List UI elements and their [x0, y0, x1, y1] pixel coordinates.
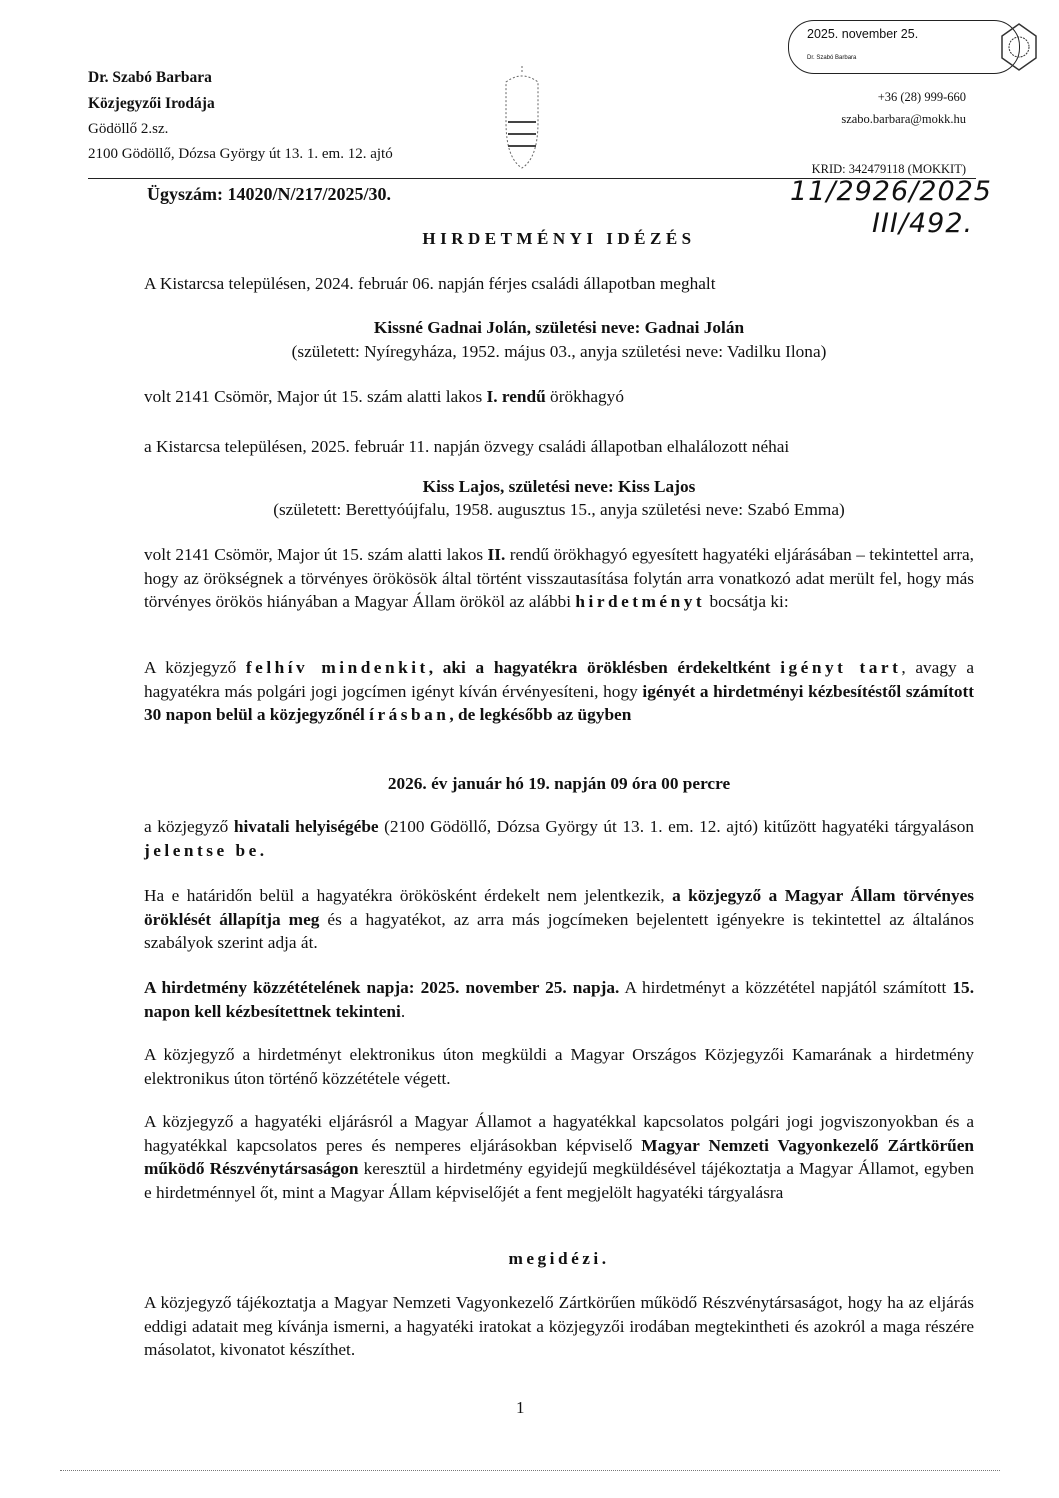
paragraph	[144, 435, 974, 459]
bold-text: , de legkésőbb az ügyben	[449, 705, 632, 725]
office-subtitle: Közjegyzői Irodája	[88, 95, 215, 112]
bold-text: Kiss Lajos, születési neve: Kiss Lajos	[422, 477, 696, 496]
text: A közjegyző	[144, 658, 246, 677]
paragraph	[144, 272, 974, 296]
office-address: 2100 Gödöllő, Dózsa György út 13. 1. em. 12. ajtó	[88, 146, 393, 162]
case-number: Ügyszám: 14020/N/217/2025/30.	[147, 184, 391, 204]
text: A közjegyző tájékoztatja a Magyar Nemzeti Vagyonkezelő Zártkörűen működő Részvénytársaságot, hogy ha az eljárás eddigi adatait meg kívánja ismerni, a hagyatéki iratokat a közjegyzői irodában megtekintheti és azokról a maga részére másolatot, kivonatot készíthet.	[144, 1293, 974, 1360]
paragraph	[144, 976, 974, 1023]
office-header	[88, 66, 393, 166]
text	[771, 658, 781, 677]
email-address: szabo.barbara@mokk.hu	[841, 112, 966, 126]
bold-text: I. rendű	[486, 387, 546, 406]
bold-text: A hirdetmény közzétételének napja: 2025. november 25. napja.	[144, 978, 620, 997]
text: a Kistarcsa településen, 2025. február 11. napján özvegy családi állapotban elhalálozott néhai	[144, 437, 790, 456]
bold-text: , aki a hagyatékra öröklésben érdekeltként	[428, 658, 771, 677]
bold-text: megidézi.	[508, 1249, 610, 1268]
bold-text: írásban	[369, 705, 450, 725]
bold-text: jelentse be.	[144, 840, 268, 860]
bold-text: hivatali helyiségébe	[233, 817, 379, 836]
paragraph	[144, 316, 974, 340]
text: A hirdetményt a közzététel napjától számított	[619, 978, 953, 997]
text: Ha e határidőn belül a hagyatékra örökösként érdekelt nem jelentkezik,	[144, 886, 673, 905]
text: volt 2141 Csömör, Major út 15. szám alatti lakos	[144, 387, 487, 406]
bold-text: igényt tart	[780, 658, 902, 677]
page-number: 1	[516, 1398, 525, 1417]
bold-text: igényét a hirdetményi kézbesítéstől számított 30 napon belül a közjegyzőnél	[144, 681, 974, 725]
text: és a hagyatékot, az arra más jogcímeken bejelentett igényekre is tekintettel az általános szabályok szerint adja át.	[144, 909, 975, 953]
paragraph	[144, 815, 974, 862]
bold-text: hirdetményt	[575, 592, 706, 612]
krid: KRID: 342479118 (MOKKIT)	[811, 162, 966, 176]
text: , avagy a hagyatékra más polgári jogi jogcímen igényt kíván érvényesíteni, hogy	[144, 658, 974, 701]
bold-text: II.	[487, 545, 506, 564]
office-name: Dr. Szabó Barbara	[88, 69, 212, 86]
text: volt 2141 Csömör, Major út 15. szám alatti lakos	[144, 545, 488, 564]
text: bocsátja ki:	[705, 592, 789, 612]
paragraph	[144, 1043, 974, 1090]
bold-text: felhív mindenkit	[245, 658, 429, 677]
text: a közjegyző	[144, 817, 234, 836]
phone-number: +36 (28) 999-660	[877, 90, 966, 104]
paragraph	[144, 656, 974, 727]
text: rendű örökhagyó egyesített hagyatéki eljárásában – tekintettel arra, hogy az örökségnek a törvényes örökösök által történt visszautasítása folytán arra vonatkozó adat merült fel, hogy más törvényes örökös hiányában a Magyar Állam örököl az alábbi	[144, 545, 975, 612]
document-title: HIRDETMÉNYI IDÉZÉS	[422, 229, 696, 248]
paragraph	[144, 1110, 974, 1205]
paragraph	[144, 475, 974, 499]
text: örökhagyó	[545, 387, 624, 406]
text: .	[400, 1001, 406, 1021]
bold-text: Magyar Nemzeti Vagyonkezelő Zártkörűen működő Részvénytársaságon	[144, 1135, 975, 1179]
text: A közjegyző a hagyatéki eljárásról a Magyar Államot a hagyatékkal kapcsolatos polgári jogi jogviszonyokban és a hagyatékkal kapcsolatos peres és nemperes eljárásokban képviselő	[144, 1112, 974, 1155]
stamp-date: 2025. november 25.	[807, 27, 919, 41]
handwritten-register-number: III/492.	[872, 208, 974, 239]
text: A közjegyző a hirdetményt elektronikus úton megküldi a Magyar Országos Közjegyzői Kamarának a hirdetmény elektronikus úton történő közzététele végett.	[144, 1045, 974, 1088]
paragraph	[144, 1247, 974, 1271]
paragraph	[144, 772, 974, 796]
paragraph	[144, 1291, 974, 1362]
text: (született: Berettyóújfalu, 1958. augusztus 15., anyja születési neve: Szabó Emma)	[273, 500, 845, 519]
date-stamp	[788, 20, 1020, 74]
stamp-name: Dr. Szabó Barbara	[807, 55, 857, 61]
paragraph	[144, 498, 974, 522]
office-seat: Gödöllő 2.sz.	[88, 121, 169, 137]
coat-of-arms-icon	[496, 62, 548, 174]
paragraph	[144, 884, 974, 955]
text: (született: Nyíregyháza, 1952. május 03., anyja születési neve: Vadilku Ilona)	[291, 342, 827, 361]
footer-divider	[60, 1470, 1000, 1471]
bold-text: a közjegyző a Magyar Állam törvényes öröklését állapítja meg	[144, 886, 974, 929]
text: keresztül a hirdetmény egyidejű megküldésével tájékoztatja a Magyar Államot, egyben e hirdetménnyel őt, mint a Magyar Állam képviselőjét a fent megjelölt hagyatéki tárgyalásra	[144, 1159, 974, 1203]
text: A Kistarcsa településen, 2024. február 06. napján férjes családi állapotban meghalt	[144, 274, 716, 293]
seal-icon	[998, 22, 1040, 72]
text: (2100 Gödöllő, Dózsa György út 13. 1. em. 12. ajtó) kitűzött hagyatéki tárgyaláson	[378, 817, 974, 836]
paragraph	[144, 543, 974, 614]
handwritten-filing-number: 11/2926/2025	[790, 176, 992, 207]
bold-text: 15. napon kell kézbesítettnek tekinteni	[144, 978, 975, 1021]
bold-text: 2026. év január hó 19. napján 09 óra 00 percre	[387, 774, 731, 793]
paragraph	[144, 340, 974, 364]
paragraph	[144, 385, 974, 409]
bold-text: Kissné Gadnai Jolán, születési neve: Gadnai Jolán	[373, 318, 745, 337]
